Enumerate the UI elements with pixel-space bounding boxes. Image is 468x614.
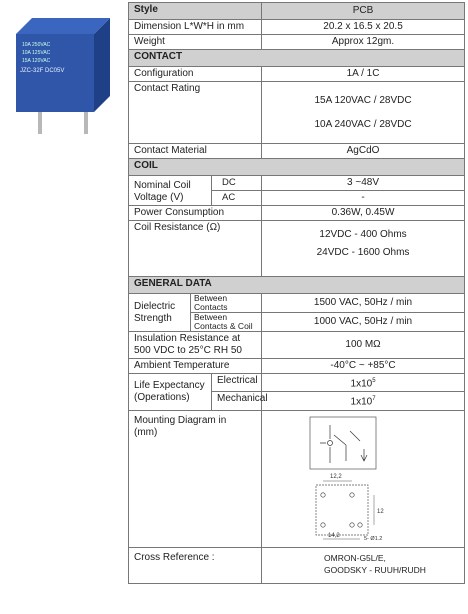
relay-image	[8, 12, 118, 137]
dimension-lines	[323, 481, 374, 539]
ac-value: -	[262, 191, 465, 206]
row-dimension	[129, 20, 465, 35]
mechanical-base: 1x10	[350, 396, 373, 408]
general-title: GENERAL DATA	[129, 277, 465, 294]
relay-marking-1: 10A 250VAC	[22, 42, 51, 48]
row-weight	[129, 35, 465, 50]
dc-value: 3 ~48V	[262, 176, 465, 191]
row-contact-material	[129, 144, 465, 159]
contact-rating-2: 10A 240VAC / 28VDC	[314, 118, 412, 130]
coil-resistance-2: 24VDC - 1600 Ohms	[316, 247, 410, 258]
contact-title: CONTACT	[129, 50, 465, 67]
row-contact-rating	[129, 82, 465, 144]
row-cross-reference	[129, 547, 465, 583]
row-configuration	[129, 67, 465, 82]
mechanical-exp: 7	[372, 396, 376, 403]
insulation-value: 100 MΩ	[262, 332, 465, 359]
section-coil	[129, 159, 465, 176]
contacts-coil-value: 1000 VAC, 50Hz / min	[262, 313, 465, 332]
style-value: PCB	[262, 3, 465, 20]
section-general	[129, 277, 465, 294]
row-style	[129, 3, 465, 20]
section-contact	[129, 50, 465, 67]
electrical-label: Electrical	[212, 374, 262, 392]
row-power	[129, 206, 465, 221]
dc-label: DC	[212, 176, 262, 191]
life-label: Life Expectancy (Operations)	[129, 374, 212, 411]
contact-rating-1: 15A 120VAC / 28VDC	[314, 94, 412, 106]
relay-top	[16, 18, 110, 34]
mounting-diagram	[268, 415, 458, 543]
contact-material-value: AgCdO	[262, 144, 465, 159]
relay-pin	[84, 112, 88, 134]
crossref-label: Cross Reference :	[129, 547, 262, 583]
coil-resistance-1: 12VDC - 400 Ohms	[319, 229, 407, 240]
coil-resistance-label: Coil Resistance (Ω)	[129, 221, 262, 277]
crossref-2: GOODSKY - RUUH/RUDH	[324, 564, 426, 575]
ambient-value: -40°C ~ +85°C	[262, 359, 465, 374]
dim-top-text: 12,2	[330, 473, 342, 480]
insulation-label: Insulation Resistance at 500 VDC to 25°C RH 50	[129, 332, 262, 359]
configuration-value: 1A / 1C	[262, 67, 465, 82]
between-contacts-label: Between Contacts	[191, 294, 262, 313]
contact-material-label: Contact Material	[129, 144, 262, 159]
row-coil-dc	[129, 176, 465, 191]
schematic-box	[310, 417, 376, 469]
crossref-1: OMRON-G5L/E,	[324, 552, 386, 563]
relay-marking-3: 15A 120VAC	[22, 58, 51, 64]
dim-hole-text: 5- Ø1.2	[364, 535, 383, 542]
electrical-exp: 5	[372, 378, 376, 384]
contact-rating-label: Contact Rating	[129, 82, 262, 144]
power-value: 0.36W, 0.45W	[262, 206, 465, 221]
weight-label: Weight	[129, 35, 262, 50]
schematic-symbol	[320, 425, 367, 463]
electrical-value	[262, 374, 465, 392]
contacts-coil-label: Between Contacts & Coil	[191, 313, 262, 332]
row-ambient	[129, 359, 465, 374]
mechanical-value	[262, 392, 465, 410]
dimension-value: 20.2 x 16.5 x 20.5	[262, 20, 465, 35]
footprint-holes	[321, 492, 362, 526]
style-label: Style	[129, 3, 262, 20]
configuration-label: Configuration	[129, 67, 262, 82]
row-insulation	[129, 332, 465, 359]
mechanical-label: Mechanical	[212, 392, 262, 410]
row-mounting	[129, 410, 465, 547]
weight-value: Approx 12gm.	[262, 35, 465, 50]
dim-side-text: 12	[377, 508, 384, 515]
mounting-label: Mounting Diagram in (mm)	[129, 410, 262, 547]
dielectric-label: Dielectric Strength	[129, 294, 191, 332]
row-dielectric-contacts	[129, 294, 465, 313]
electrical-base: 1x10	[350, 378, 373, 390]
ac-label: AC	[212, 191, 262, 206]
spec-table	[128, 2, 465, 584]
footprint-outline	[316, 485, 368, 535]
between-contacts-value: 1500 VAC, 50Hz / min	[262, 294, 465, 313]
coil-title: COIL	[129, 159, 465, 176]
relay-side	[94, 18, 110, 112]
row-coil-resistance	[129, 221, 465, 277]
relay-marking-2: 10A 125VAC	[22, 50, 51, 56]
dim-bottom-text: 14,2	[328, 532, 340, 539]
nominal-coil-label: Nominal Coil Voltage (V)	[129, 176, 212, 206]
row-life-electrical	[129, 374, 465, 392]
relay-pin	[38, 112, 42, 134]
ambient-label: Ambient Temperature	[129, 359, 262, 374]
relay-marking-4: JZC-32F DC05V	[20, 68, 65, 74]
dimension-label: Dimension L*W*H in mm	[129, 20, 262, 35]
power-label: Power Consumption	[129, 206, 262, 221]
